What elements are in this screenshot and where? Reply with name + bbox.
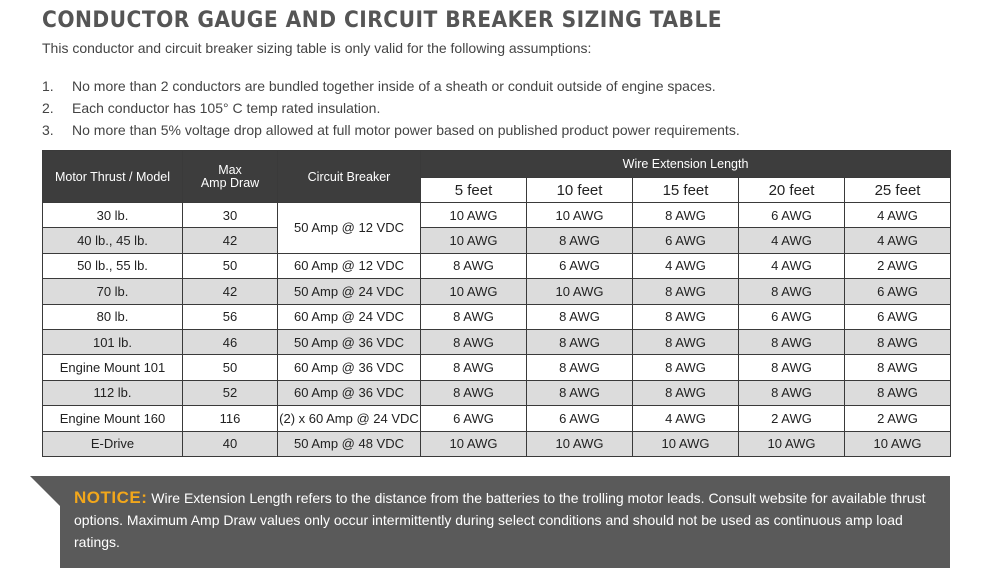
cell-wire-gauge: 6 AWG: [633, 228, 739, 253]
cell-model: 30 lb.: [43, 203, 183, 228]
table-row: [43, 431, 951, 456]
cell-wire-gauge: 6 AWG: [739, 203, 845, 228]
cell-model: 50 lb., 55 lb.: [43, 253, 183, 278]
cell-wire-gauge: 6 AWG: [845, 279, 951, 304]
cell-wire-gauge: 4 AWG: [845, 203, 951, 228]
cell-wire-gauge: 8 AWG: [739, 355, 845, 380]
cell-wire-gauge: 8 AWG: [633, 279, 739, 304]
header-circuit-breaker: Circuit Breaker: [278, 151, 421, 203]
assumption-item: [42, 120, 740, 142]
table-body: [43, 203, 951, 457]
assumption-item: [42, 76, 740, 98]
cell-wire-gauge: 10 AWG: [421, 431, 527, 456]
cell-wire-gauge: 8 AWG: [527, 228, 633, 253]
cell-max-amp: 52: [183, 380, 278, 405]
cell-wire-gauge: 8 AWG: [421, 304, 527, 329]
cell-wire-gauge: 8 AWG: [739, 329, 845, 354]
cell-circuit-breaker: 50 Amp @ 36 VDC: [278, 329, 421, 354]
cell-wire-gauge: 10 AWG: [845, 431, 951, 456]
notice-box: [60, 476, 950, 568]
header-length-15ft: 15 feet: [633, 178, 739, 203]
cell-model: 101 lb.: [43, 329, 183, 354]
cell-model: 112 lb.: [43, 380, 183, 405]
cell-wire-gauge: 8 AWG: [421, 253, 527, 278]
cell-circuit-breaker: (2) x 60 Amp @ 24 VDC: [278, 406, 421, 431]
header-motor-model: Motor Thrust / Model: [43, 151, 183, 203]
cell-circuit-breaker: 60 Amp @ 36 VDC: [278, 355, 421, 380]
cell-wire-gauge: 8 AWG: [527, 304, 633, 329]
assumption-number: 3.: [42, 122, 54, 138]
cell-wire-gauge: 10 AWG: [421, 279, 527, 304]
table-row: [43, 228, 951, 253]
cell-wire-gauge: 8 AWG: [633, 203, 739, 228]
header-wire-extension-length: Wire Extension Length: [421, 151, 951, 178]
cell-wire-gauge: 10 AWG: [421, 228, 527, 253]
cell-wire-gauge: 10 AWG: [527, 431, 633, 456]
table-row: [43, 380, 951, 405]
cell-circuit-breaker: 60 Amp @ 24 VDC: [278, 304, 421, 329]
cell-model: Engine Mount 160: [43, 406, 183, 431]
page-title: CONDUCTOR GAUGE AND CIRCUIT BREAKER SIZING TABLE: [42, 8, 723, 33]
header-length-25ft: 25 feet: [845, 178, 951, 203]
cell-wire-gauge: 2 AWG: [845, 406, 951, 431]
cell-wire-gauge: 8 AWG: [421, 355, 527, 380]
notice-label: NOTICE:: [74, 488, 148, 507]
cell-max-amp: 46: [183, 329, 278, 354]
table-row: [43, 406, 951, 431]
cell-wire-gauge: 8 AWG: [421, 380, 527, 405]
header-max-amp-line1: Max: [218, 162, 242, 177]
cell-wire-gauge: 8 AWG: [421, 329, 527, 354]
assumption-text: No more than 2 conductors are bundled together inside of a sheath or conduit outside of engine spaces.: [72, 78, 716, 94]
assumption-number: 2.: [42, 100, 54, 116]
cell-wire-gauge: 4 AWG: [633, 406, 739, 431]
cell-wire-gauge: 8 AWG: [633, 304, 739, 329]
cell-max-amp: 40: [183, 431, 278, 456]
page-subtitle: This conductor and circuit breaker sizing table is only valid for the following assumptions:: [42, 40, 592, 56]
cell-max-amp: 42: [183, 279, 278, 304]
cell-wire-gauge: 8 AWG: [633, 355, 739, 380]
sizing-table: [42, 150, 951, 457]
cell-circuit-breaker: 60 Amp @ 36 VDC: [278, 380, 421, 405]
cell-wire-gauge: 8 AWG: [739, 380, 845, 405]
cell-model: 70 lb.: [43, 279, 183, 304]
cell-wire-gauge: 8 AWG: [633, 329, 739, 354]
cell-circuit-breaker: 50 Amp @ 24 VDC: [278, 279, 421, 304]
cell-circuit-breaker: 50 Amp @ 12 VDC: [278, 203, 421, 254]
assumption-number: 1.: [42, 78, 54, 94]
cell-wire-gauge: 8 AWG: [845, 329, 951, 354]
table-row: [43, 253, 951, 278]
header-length-5ft: 5 feet: [421, 178, 527, 203]
cell-wire-gauge: 10 AWG: [421, 203, 527, 228]
cell-model: 80 lb.: [43, 304, 183, 329]
cell-wire-gauge: 10 AWG: [527, 279, 633, 304]
notice-text: Wire Extension Length refers to the distance from the batteries to the trolling motor leads. Consult website for available thrust options. Maximum Amp Draw values only occur intermittently during select conditions and should not be used as continuous amp load ratings.: [74, 490, 926, 550]
header-max-amp-draw: [183, 151, 278, 203]
cell-wire-gauge: 8 AWG: [527, 380, 633, 405]
cell-wire-gauge: 6 AWG: [527, 406, 633, 431]
cell-wire-gauge: 2 AWG: [739, 406, 845, 431]
cell-wire-gauge: 8 AWG: [845, 355, 951, 380]
header-length-10ft: 10 feet: [527, 178, 633, 203]
assumption-item: [42, 98, 740, 120]
cell-wire-gauge: 2 AWG: [845, 253, 951, 278]
cell-wire-gauge: 6 AWG: [421, 406, 527, 431]
cell-wire-gauge: 8 AWG: [633, 380, 739, 405]
cell-wire-gauge: 4 AWG: [633, 253, 739, 278]
notice-tab: [30, 476, 60, 506]
cell-circuit-breaker: 50 Amp @ 48 VDC: [278, 431, 421, 456]
cell-model: E-Drive: [43, 431, 183, 456]
cell-wire-gauge: 8 AWG: [527, 329, 633, 354]
cell-wire-gauge: 10 AWG: [739, 431, 845, 456]
table-row: [43, 329, 951, 354]
cell-max-amp: 30: [183, 203, 278, 228]
cell-model: Engine Mount 101: [43, 355, 183, 380]
cell-max-amp: 56: [183, 304, 278, 329]
header-max-amp-line2: Amp Draw: [200, 175, 260, 190]
header-length-20ft: 20 feet: [739, 178, 845, 203]
cell-wire-gauge: 4 AWG: [739, 228, 845, 253]
table-row: [43, 279, 951, 304]
table-row: [43, 203, 951, 228]
cell-wire-gauge: 8 AWG: [845, 380, 951, 405]
assumptions-list: [42, 76, 740, 142]
cell-model: 40 lb., 45 lb.: [43, 228, 183, 253]
cell-wire-gauge: 4 AWG: [845, 228, 951, 253]
table-row: [43, 355, 951, 380]
cell-wire-gauge: 6 AWG: [739, 304, 845, 329]
cell-wire-gauge: 10 AWG: [527, 203, 633, 228]
cell-wire-gauge: 4 AWG: [739, 253, 845, 278]
cell-max-amp: 50: [183, 253, 278, 278]
cell-wire-gauge: 6 AWG: [845, 304, 951, 329]
cell-max-amp: 50: [183, 355, 278, 380]
cell-wire-gauge: 10 AWG: [633, 431, 739, 456]
assumption-text: No more than 5% voltage drop allowed at full motor power based on published product power requirements.: [72, 122, 740, 138]
assumption-text: Each conductor has 105° C temp rated insulation.: [72, 100, 381, 116]
cell-wire-gauge: 8 AWG: [527, 355, 633, 380]
cell-circuit-breaker: 60 Amp @ 12 VDC: [278, 253, 421, 278]
cell-max-amp: 116: [183, 406, 278, 431]
cell-wire-gauge: 8 AWG: [739, 279, 845, 304]
cell-wire-gauge: 6 AWG: [527, 253, 633, 278]
cell-max-amp: 42: [183, 228, 278, 253]
table-row: [43, 304, 951, 329]
